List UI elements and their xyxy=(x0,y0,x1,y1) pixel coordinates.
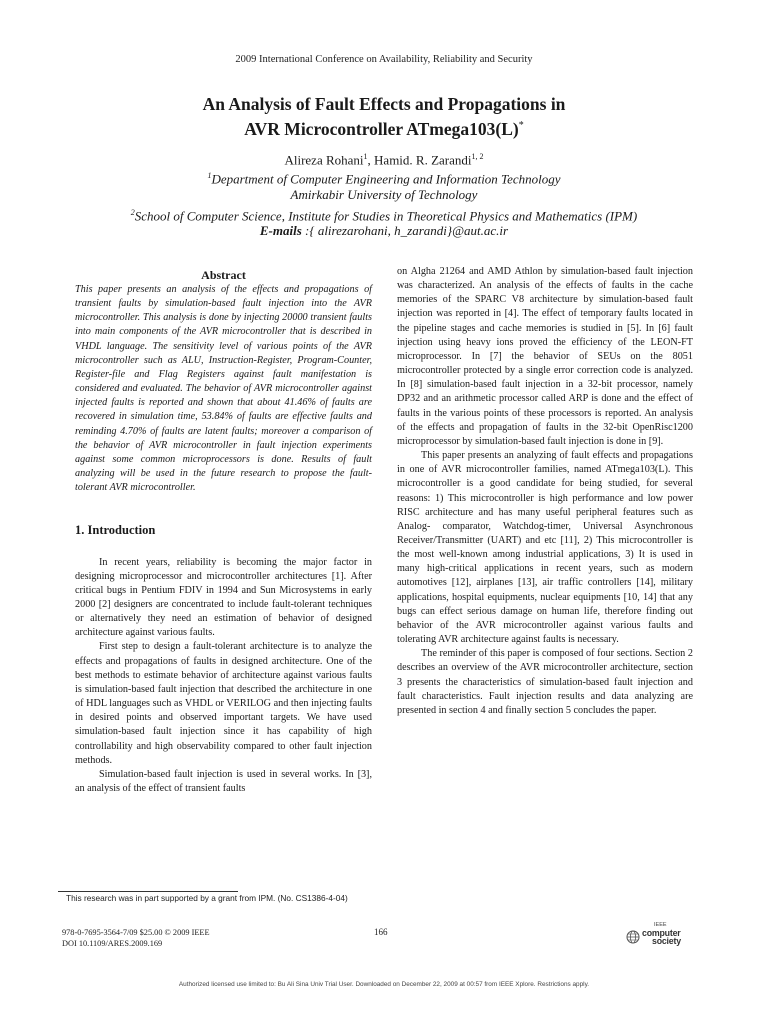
author-1: Alireza Rohani xyxy=(284,152,364,168)
intro-paragraph-1: In recent years, reliability is becoming the major factor in designing microprocessor and microcontroller architectures [1]. After critical bugs in Pentium FDIV in 1994 and Sun Microsystems in early 2000 [2] designers are concentrated to include fault-tolerant techniques or alternatively they need an estimation of behavior of designed architecture against various faults. xyxy=(75,556,372,639)
affiliation-1-text: Department of Computer Engineering and Information Technology xyxy=(211,171,561,187)
page-number: 166 xyxy=(374,927,388,937)
left-column xyxy=(75,265,372,796)
logo-line-2: society xyxy=(652,936,681,946)
emails-line xyxy=(0,221,768,240)
affiliation-2-sup: 2 xyxy=(130,208,135,217)
author-1-sup: 1 xyxy=(363,152,368,161)
emails-value: :{ alirezarohani, h_zarandi}@aut.ac.ir xyxy=(301,223,509,238)
author-2: , Hamid. R. Zarandi xyxy=(367,152,472,168)
paper-title-line-1: An Analysis of Fault Effects and Propagations in xyxy=(202,94,566,114)
emails-label: E-mails xyxy=(259,223,302,238)
isbn-line: 978-0-7695-3564-7/09 $25.00 © 2009 IEEE xyxy=(62,928,210,937)
affiliation-2-text: School of Computer Science, Institute for Studies in Theoretical Physics and Mathematics (IPM) xyxy=(134,208,638,224)
copyright-block xyxy=(62,927,210,949)
footnote-divider xyxy=(58,891,238,892)
right-paragraph-1: on Algha 21264 and AMD Athlon by simulation-based fault injection was characterized. An analysis of the effects of faults in the cache memories of the SPARC V8 architecture by simulation-based fault injection was reported in [4]. The effect of temporary faults located in the pipeline stages and cache memories is studied in [5]. In [6] fault injection using heavy ions proved the efficiency of the LEON-FT microprocessor. In [7] the behavior of SEUs on the 8051 microcontroller protected by a single error correction code is analyzed. In [8] simulation-based fault injection in a 32-bit processor, namely DP32 and an arithmetic processor called ARP is done and the effect of faults in the various points of these processors is reported. An analysis of the effects and propagation of faults in the 32-bit OpenRisc1200 microprocessor by simulation-based fault injection is done in [9]. xyxy=(397,266,693,447)
section-heading-introduction: 1. Introduction xyxy=(75,523,156,538)
paper-title-text: AVR Microcontroller ATmega103(L) xyxy=(244,118,519,139)
affiliation-1b: Amirkabir University of Technology xyxy=(290,187,478,202)
right-paragraph-2: This paper presents an analyzing of fault effects and propagations in one of AVR microcontroller families, named ATmega103(L). This microcontroller is a good candidate for being studied, for several reasons: 1) This microcontroller is high performance and low power RISC architecture and has many useful peripheral features such as Analog- comparator, Watchdog-timer, Universal Asynchronous Receiver/Transmitter (UART) and etc [11], 2) This microcontroller is the most well-known among industrial applications, 3) It is used in many high-critical applications in recent years, such as modern automotives [12], airplanes [13], air traffic controllers [14], military applications, hospital equipments, nuclear equipments [10, 14] that any bugs can effect serious damage on human life, therefore finding out behavior of the AVR microcontroller against various faults and tolerating AVR architecture against faults is necessary. xyxy=(397,450,693,646)
right-column xyxy=(397,265,693,718)
author-2-sup: 1, 2 xyxy=(471,152,484,161)
right-paragraph-3: The reminder of this paper is composed of four sections. Section 2 describes an overview of the AVR microcontroller architecture, section 3 presents the characteristics of simulation-based fault injection and fault characteristics. Fault injection results and data analyzing are presented in section 4 and finally section 5 concludes the paper. xyxy=(397,648,693,716)
title-footnote-mark: * xyxy=(518,120,524,131)
intro-paragraph-2: First step to design a fault-tolerant architecture is to analyze the effects and propagations of faults in designed architecture. One of the best methods to estimate behavior of architecture against various faults is simulation-based fault injection that described the architecture in one of HDL languages such as VHDL or VERILOG and then injecting faults in desired points and observed important targets. We have used simulation-based fault injection since it has capability of high controllability and high observability compared to other fault injection methods. xyxy=(75,641,372,766)
paper-title-line-2 xyxy=(40,115,728,140)
logo-line-1: computer xyxy=(642,928,681,938)
doi-line: DOI 10.1109/ARES.2009.169 xyxy=(62,939,163,948)
abstract-body: This paper presents an analysis of the effects and propagations of transient faults by simulation-based fault injection into the AVR microcontroller. This analysis is done by injecting 20000 transient faults into main components of the AVR microcontroller that is described in VHDL language. The sensitivity level of various points of the AVR microcontroller such as ALU, Instruction-Register, Program-Counter, Register-file and Flag Registers against fault manifestation is considered and evaluated. The behavior of AVR microcontroller against injected faults is reported and shown that about 41.46% of faults are recovered in simulation time, 53.84% of faults are effective faults and reminding 4.70% of faults are latent faults; moreover a comparison of the behavior of AVR microcontroller in fault injection experiments against some common microprocessors is done. Results of fault analyzing will be used in the future research to propose the fault-tolerant AVR microcontroller. xyxy=(75,284,372,494)
computer-society-logo xyxy=(642,929,681,945)
conference-header: 2009 International Conference on Availability, Reliability and Security xyxy=(235,54,533,65)
affiliation-1-sup: 1 xyxy=(207,171,212,180)
intro-paragraph-3: Simulation-based fault injection is used in several works. In [3], an analysis of the effect of transient faults xyxy=(75,768,372,794)
logo-ieee-text: IEEE xyxy=(654,922,667,928)
authorized-use-notice: Authorized licensed use limited to: Bu Ali Sina Univ Trial User. Downloaded on December 22, 2009 at 00:57 from IEEE Xplore. Restrictions apply. xyxy=(178,981,590,988)
funding-footnote: This research was in part supported by a grant from IPM. (No. CS1386-4-04) xyxy=(66,893,348,903)
computer-society-globe-icon xyxy=(626,930,640,944)
abstract-heading: Abstract xyxy=(201,268,246,282)
